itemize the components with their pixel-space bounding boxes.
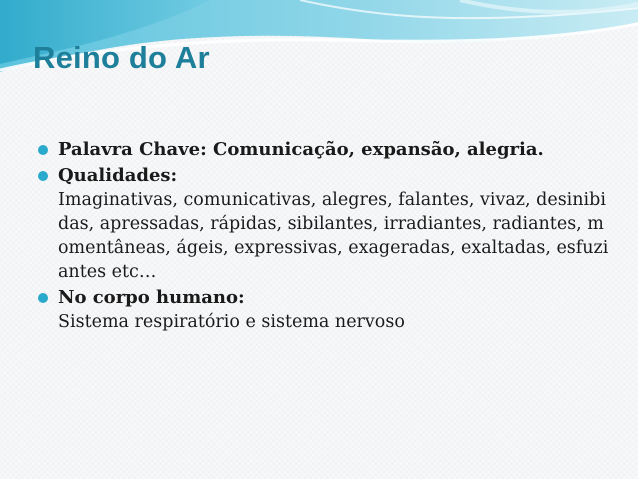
bullet-icon <box>38 171 48 181</box>
bullet-item-keyword <box>36 138 611 162</box>
bullet-heading: Qualidades: <box>58 165 178 186</box>
bullet-icon <box>38 293 48 303</box>
slide-title: Reino do Ar <box>33 40 210 75</box>
bullet-heading: No corpo humano: <box>58 287 245 308</box>
bullet-item-body <box>36 286 611 334</box>
bullet-body: Imaginativas, comunicativas, alegres, falantes, vivaz, desinibidas, apressadas, rápidas, sibilantes, irradiantes, radiantes, momentâneas, ágeis, expressivas, exageradas, exaltadas, esfuziantes etc… <box>58 190 609 282</box>
bullet-body: Sistema respiratório e sistema nervoso <box>58 312 405 332</box>
bullet-heading: Palavra Chave: Comunicação, expansão, alegria. <box>58 139 544 160</box>
bullet-list <box>36 138 611 336</box>
bullet-item-qualities <box>36 164 611 284</box>
bullet-icon <box>38 145 48 155</box>
